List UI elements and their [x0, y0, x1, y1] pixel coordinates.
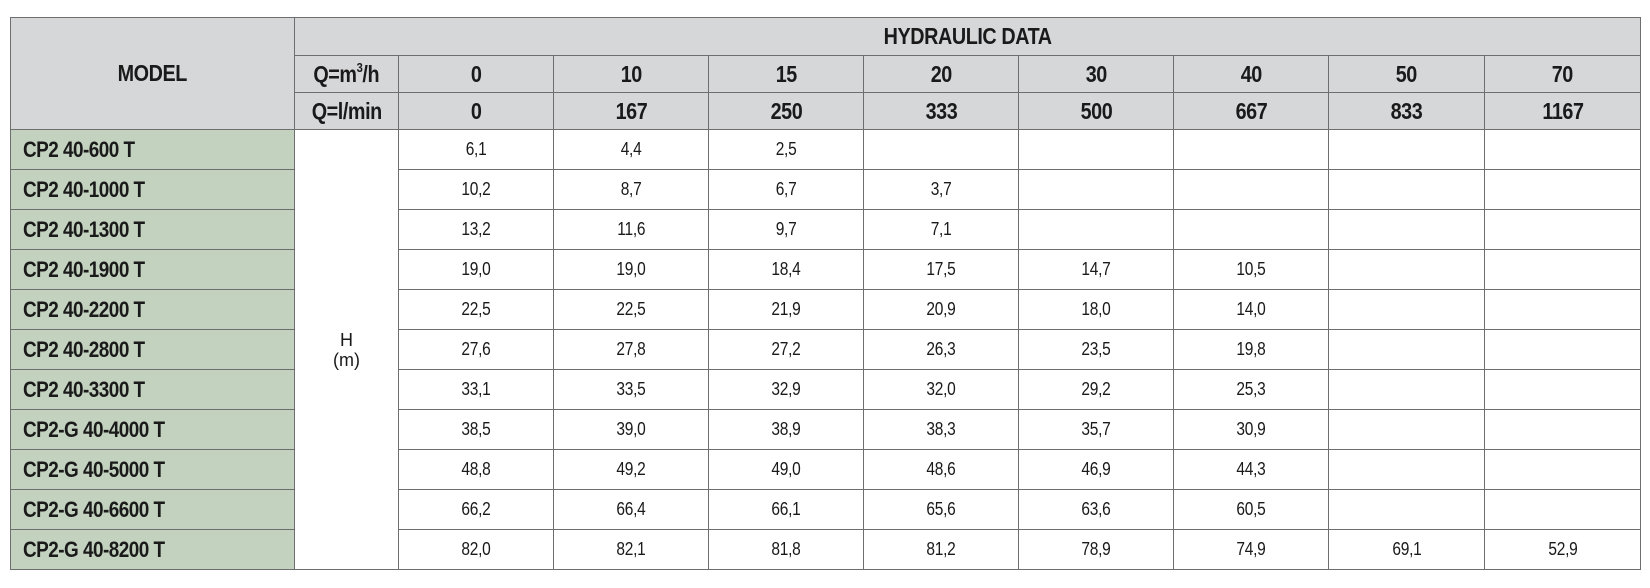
- head-value-cell: 8,7: [554, 170, 709, 210]
- head-value-cell: [1485, 170, 1641, 210]
- head-value-cell: 18,0: [1019, 290, 1174, 330]
- model-name: CP2 40-600 T: [11, 130, 295, 170]
- head-value-cell: 38,5: [399, 410, 554, 450]
- head-value-cell: [1019, 170, 1174, 210]
- head-value-cell: 52,9: [1485, 530, 1641, 570]
- head-value-cell: [1329, 330, 1485, 370]
- head-value-cell: 39,0: [554, 410, 709, 450]
- head-value-cell: 81,2: [864, 530, 1019, 570]
- model-name: CP2 40-1300 T: [11, 210, 295, 250]
- head-value-cell: 2,5: [709, 130, 864, 170]
- head-value-cell: [1485, 250, 1641, 290]
- hydraulic-data-sheet: [10, 17, 1640, 570]
- head-value-cell: 60,5: [1174, 490, 1329, 530]
- table-row: [11, 250, 1641, 290]
- head-value-cell: 14,0: [1174, 290, 1329, 330]
- head-value-cell: 23,5: [1019, 330, 1174, 370]
- head-value-cell: 82,1: [554, 530, 709, 570]
- flow-lmin-value: 1167: [1485, 93, 1641, 130]
- head-value-cell: 17,5: [864, 250, 1019, 290]
- table-row: [11, 170, 1641, 210]
- head-value-cell: 7,1: [864, 210, 1019, 250]
- head-value-cell: [1174, 170, 1329, 210]
- head-value-cell: 3,7: [864, 170, 1019, 210]
- head-value-cell: 22,5: [554, 290, 709, 330]
- head-value-cell: 46,9: [1019, 450, 1174, 490]
- head-value-cell: 49,0: [709, 450, 864, 490]
- head-value-cell: 32,0: [864, 370, 1019, 410]
- table-row: [11, 290, 1641, 330]
- head-value-cell: [1329, 410, 1485, 450]
- head-value-cell: 63,6: [1019, 490, 1174, 530]
- head-value-cell: 21,9: [709, 290, 864, 330]
- flow-lmin-value: 250: [709, 93, 864, 130]
- head-value-cell: 25,3: [1174, 370, 1329, 410]
- head-value-cell: [1485, 410, 1641, 450]
- head-value-cell: 78,9: [1019, 530, 1174, 570]
- model-name: CP2-G 40-5000 T: [11, 450, 295, 490]
- flow-m3h-value: 30: [1019, 56, 1174, 93]
- head-value-cell: [864, 130, 1019, 170]
- head-value-cell: [1329, 490, 1485, 530]
- flow-lmin-value: 333: [864, 93, 1019, 130]
- flow-lmin-value: 833: [1329, 93, 1485, 130]
- head-value-cell: 32,9: [709, 370, 864, 410]
- table-row: [11, 210, 1641, 250]
- flow-m3h-value: 10: [554, 56, 709, 93]
- table-body: [11, 130, 1641, 570]
- head-value-cell: 11,6: [554, 210, 709, 250]
- flow-m3h-value: 70: [1485, 56, 1641, 93]
- head-value-cell: 19,0: [554, 250, 709, 290]
- model-name: CP2 40-2200 T: [11, 290, 295, 330]
- head-value-cell: 66,4: [554, 490, 709, 530]
- head-value-cell: 27,6: [399, 330, 554, 370]
- hydraulic-data-header: HYDRAULIC DATA: [295, 18, 1641, 56]
- head-value-cell: 6,1: [399, 130, 554, 170]
- head-value-cell: [1174, 130, 1329, 170]
- head-value-cell: 74,9: [1174, 530, 1329, 570]
- head-value-cell: 6,7: [709, 170, 864, 210]
- head-value-cell: 18,4: [709, 250, 864, 290]
- head-value-cell: 4,4: [554, 130, 709, 170]
- head-value-cell: 48,6: [864, 450, 1019, 490]
- flow-lmin-value: 500: [1019, 93, 1174, 130]
- flow-m3h-value: 15: [709, 56, 864, 93]
- head-value-cell: [1019, 210, 1174, 250]
- head-value-cell: [1485, 450, 1641, 490]
- head-unit-label: H (m): [295, 130, 399, 570]
- head-value-cell: 69,1: [1329, 530, 1485, 570]
- head-value-cell: 10,5: [1174, 250, 1329, 290]
- head-value-cell: [1329, 210, 1485, 250]
- head-value-cell: 38,3: [864, 410, 1019, 450]
- head-value-cell: [1329, 370, 1485, 410]
- head-value-cell: 44,3: [1174, 450, 1329, 490]
- head-value-cell: [1485, 330, 1641, 370]
- head-value-cell: 27,8: [554, 330, 709, 370]
- head-value-cell: [1485, 130, 1641, 170]
- flow-m3h-value: 20: [864, 56, 1019, 93]
- head-value-cell: 82,0: [399, 530, 554, 570]
- table-row: [11, 410, 1641, 450]
- head-value-cell: 33,5: [554, 370, 709, 410]
- flow-lmin-label: Q=l/min: [295, 93, 399, 130]
- head-value-cell: [1485, 210, 1641, 250]
- head-value-cell: [1329, 170, 1485, 210]
- model-name: CP2-G 40-4000 T: [11, 410, 295, 450]
- table-row: [11, 530, 1641, 570]
- model-name: CP2-G 40-8200 T: [11, 530, 295, 570]
- head-value-cell: 19,0: [399, 250, 554, 290]
- hydraulic-data-table: [10, 17, 1641, 570]
- head-value-cell: [1485, 370, 1641, 410]
- head-value-cell: 27,2: [709, 330, 864, 370]
- head-value-cell: 30,9: [1174, 410, 1329, 450]
- table-row: [11, 330, 1641, 370]
- table-row: [11, 490, 1641, 530]
- head-value-cell: [1329, 290, 1485, 330]
- flow-m3h-label: $Q=m^3/h$: [295, 56, 399, 93]
- model-column-header: MODEL: [11, 18, 295, 130]
- head-value-cell: [1329, 130, 1485, 170]
- table-row: [11, 130, 1641, 170]
- head-value-cell: 10,2: [399, 170, 554, 210]
- head-value-cell: 13,2: [399, 210, 554, 250]
- table-row: [11, 450, 1641, 490]
- head-value-cell: 38,9: [709, 410, 864, 450]
- head-value-cell: 65,6: [864, 490, 1019, 530]
- model-name: CP2 40-1000 T: [11, 170, 295, 210]
- flow-lmin-value: 667: [1174, 93, 1329, 130]
- head-value-cell: 14,7: [1019, 250, 1174, 290]
- flow-m3h-value: 40: [1174, 56, 1329, 93]
- head-value-cell: [1485, 490, 1641, 530]
- flow-lmin-value: 0: [399, 93, 554, 130]
- head-value-cell: 26,3: [864, 330, 1019, 370]
- head-value-cell: [1485, 290, 1641, 330]
- flow-m3h-value: 0: [399, 56, 554, 93]
- head-value-cell: 35,7: [1019, 410, 1174, 450]
- head-value-cell: 20,9: [864, 290, 1019, 330]
- head-value-cell: 9,7: [709, 210, 864, 250]
- model-name: CP2 40-3300 T: [11, 370, 295, 410]
- head-value-cell: [1329, 250, 1485, 290]
- head-value-cell: 29,2: [1019, 370, 1174, 410]
- head-value-cell: 22,5: [399, 290, 554, 330]
- head-value-cell: 33,1: [399, 370, 554, 410]
- head-value-cell: 49,2: [554, 450, 709, 490]
- flow-lmin-value: 167: [554, 93, 709, 130]
- head-value-cell: 66,2: [399, 490, 554, 530]
- table-row: [11, 370, 1641, 410]
- model-name: CP2-G 40-6600 T: [11, 490, 295, 530]
- head-value-cell: 66,1: [709, 490, 864, 530]
- flow-m3h-value: 50: [1329, 56, 1485, 93]
- head-value-cell: [1329, 450, 1485, 490]
- head-value-cell: [1174, 210, 1329, 250]
- model-name: CP2 40-2800 T: [11, 330, 295, 370]
- head-value-cell: 48,8: [399, 450, 554, 490]
- head-value-cell: 19,8: [1174, 330, 1329, 370]
- head-value-cell: 81,8: [709, 530, 864, 570]
- head-value-cell: [1019, 130, 1174, 170]
- model-name: CP2 40-1900 T: [11, 250, 295, 290]
